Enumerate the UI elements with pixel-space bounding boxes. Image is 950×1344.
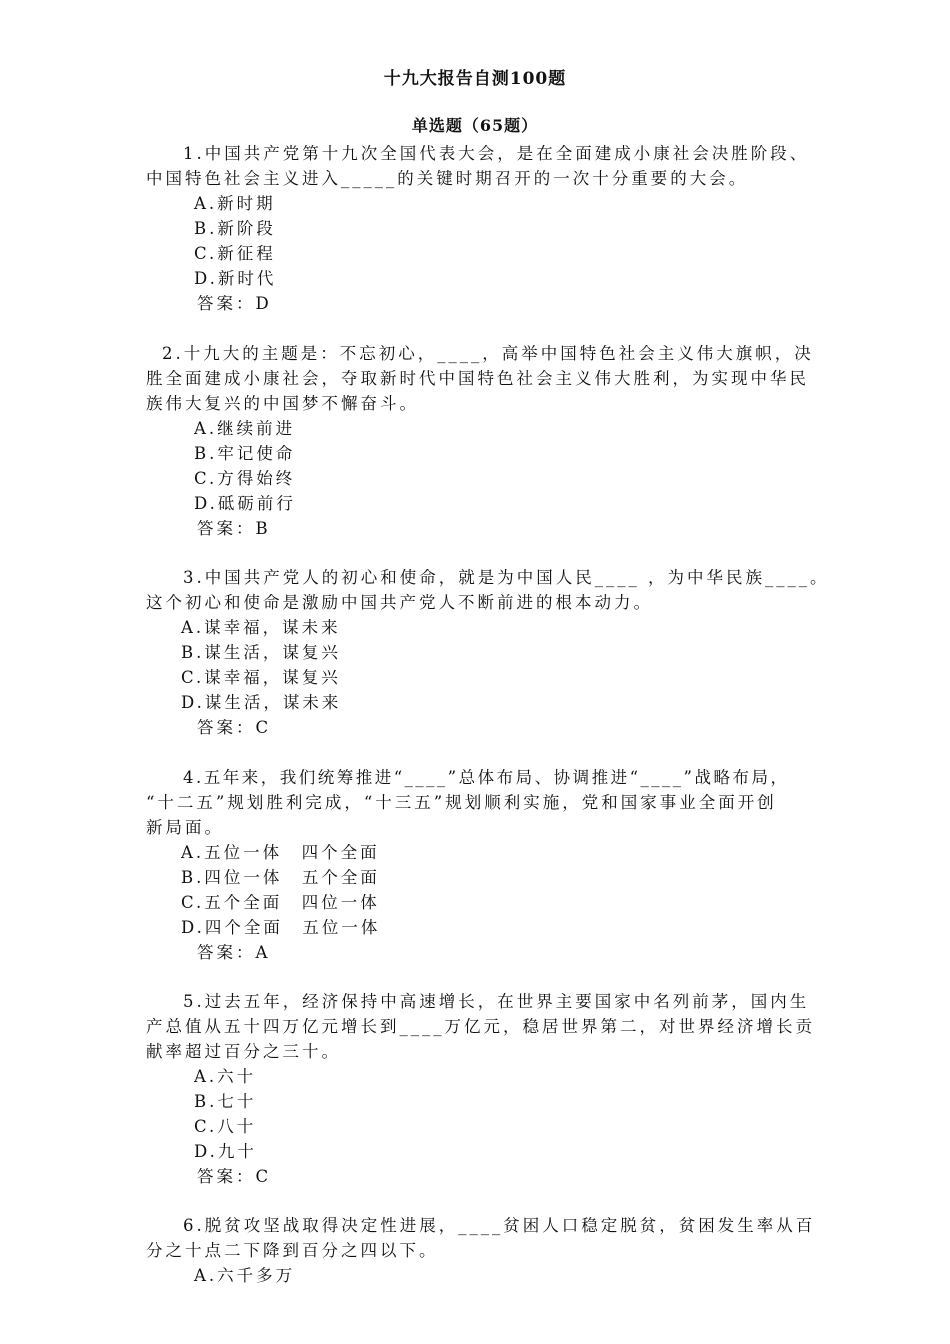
q1-answer: 答案：D bbox=[197, 294, 272, 313]
q2-text-line-1: 2.十九大的主题是：不忘初心，____，高举中国特色社会主义伟大旗帜，决 bbox=[162, 344, 814, 363]
q2-option-b: B.牢记使命 bbox=[194, 444, 296, 463]
q4-text-line-3: 新局面。 bbox=[146, 818, 224, 837]
q3-text-line-1: 3.中国共产党人的初心和使命，就是为中国人民____ ，为中华民族____。 bbox=[183, 568, 830, 587]
section-heading: 单选题（65题） bbox=[411, 116, 539, 135]
q6-text-line-1: 6.脱贫攻坚战取得决定性进展，____贫困人口稳定脱贫，贫困发生率从百 bbox=[183, 1216, 816, 1235]
document-title: 十九大报告自测100题 bbox=[383, 69, 567, 89]
q5-option-c: C.八十 bbox=[194, 1117, 257, 1136]
q4-answer: 答案：A bbox=[197, 943, 271, 962]
q6-option-a: A.六千多万 bbox=[194, 1266, 296, 1285]
q4-option-a: A.五位一体 四个全面 bbox=[181, 843, 380, 862]
q4-text-line-2: “十二五”规划胜利完成，“十三五”规划顺利实施，党和国家事业全面开创 bbox=[146, 793, 777, 812]
q5-option-a: A.六十 bbox=[194, 1067, 257, 1086]
q1-text-line-2: 中国特色社会主义进入_____的关键时期召开的一次十分重要的大会。 bbox=[146, 169, 749, 188]
q4-option-c: C.五个全面 四位一体 bbox=[181, 893, 380, 912]
q2-option-a: A.继续前进 bbox=[194, 419, 296, 438]
q1-text-line-1: 1.中国共产党第十九次全国代表大会，是在全面建成小康社会决胜阶段、 bbox=[183, 144, 810, 163]
q3-option-a: A.谋幸福，谋未来 bbox=[181, 618, 341, 637]
q5-option-b: B.七十 bbox=[194, 1092, 257, 1111]
q2-text-line-3: 族伟大复兴的中国梦不懈奋斗。 bbox=[146, 394, 419, 413]
q1-option-c: C.新征程 bbox=[194, 244, 276, 263]
q5-text-line-1: 5.过去五年，经济保持中高速增长，在世界主要国家中名列前茅，国内生 bbox=[183, 992, 810, 1011]
q3-text-line-2: 这个初心和使命是激励中国共产党人不断前进的根本动力。 bbox=[146, 593, 653, 612]
q4-option-d: D.四个全面 五位一体 bbox=[181, 918, 381, 937]
q1-option-a: A.新时期 bbox=[194, 194, 276, 213]
q2-answer: 答案：B bbox=[197, 519, 271, 538]
q3-option-b: B.谋生活，谋复兴 bbox=[181, 643, 341, 662]
q5-answer: 答案：C bbox=[197, 1167, 272, 1186]
q6-text-line-2: 分之十点二下降到百分之四以下。 bbox=[146, 1241, 439, 1260]
q2-option-d: D.砥砺前行 bbox=[194, 494, 296, 513]
q3-answer: 答案：C bbox=[197, 718, 272, 737]
q2-option-c: C.方得始终 bbox=[194, 469, 296, 488]
q3-option-d: D.谋生活，谋未来 bbox=[181, 693, 342, 712]
q5-text-line-3: 献率超过百分之三十。 bbox=[146, 1042, 341, 1061]
q5-option-d: D.九十 bbox=[194, 1142, 257, 1161]
q5-text-line-2: 产总值从五十四万亿元增长到____万亿元，稳居世界第二，对世界经济增长贡 bbox=[146, 1017, 815, 1036]
q4-option-b: B.四位一体 五个全面 bbox=[181, 868, 380, 887]
q4-text-line-1: 4.五年来，我们统筹推进“____”总体布局、协调推进“____”战略布局， bbox=[183, 768, 790, 787]
q2-text-line-2: 胜全面建成小康社会，夺取新时代中国特色社会主义伟大胜利，为实现中华民 bbox=[146, 369, 809, 388]
q1-option-b: B.新阶段 bbox=[194, 219, 276, 238]
q1-option-d: D.新时代 bbox=[194, 269, 277, 288]
q3-option-c: C.谋幸福，谋复兴 bbox=[181, 668, 341, 687]
